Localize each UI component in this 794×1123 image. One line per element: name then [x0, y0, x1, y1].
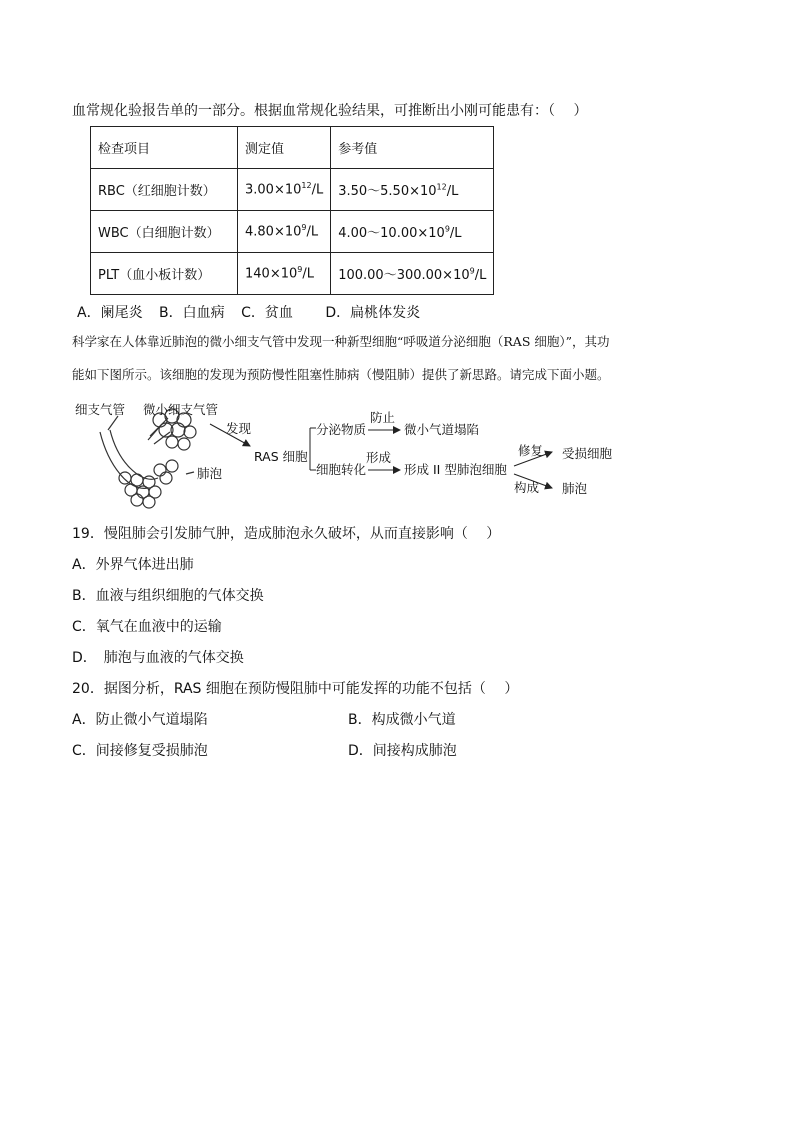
q20-option-d[interactable]: D．间接构成肺泡	[348, 743, 457, 759]
q20-option-a[interactable]: A．防止微小气道塌陷	[72, 712, 208, 728]
ras-cell-diagram	[0, 0, 794, 520]
row-item: RBC（红细胞计数）	[91, 169, 238, 211]
label-small-bronchiole: 微小细支气管	[143, 402, 219, 417]
label-bronchiole: 细支气管	[75, 402, 126, 417]
q20-stem: 20．据图分析，RAS 细胞在预防慢阻肺中可能发挥的功能不包括（ ）	[72, 681, 519, 697]
row-item: PLT（血小板计数）	[91, 253, 238, 295]
result-collapse: 微小气道塌陷	[404, 422, 480, 437]
q18-option-a[interactable]: A．阑尾炎	[77, 305, 143, 321]
passage-line-1: 科学家在人体靠近肺泡的微小细支气管中发现一种新型细胞“呼吸道分泌细胞（RAS 细胞）”，其功	[72, 334, 610, 349]
q19-option-c[interactable]: C．氧气在血液中的运输	[72, 619, 222, 635]
branch-secrete: 分泌物质	[316, 422, 367, 437]
target-damaged-cell: 受损细胞	[562, 446, 613, 461]
header-measured: 测定值	[238, 127, 331, 169]
q20-option-b[interactable]: B．构成微小气道	[348, 712, 456, 728]
label-compose: 构成	[514, 480, 540, 495]
label-repair: 修复	[518, 443, 544, 458]
label-discover: 发现	[226, 421, 252, 436]
lung-illustration-icon	[100, 409, 196, 508]
q19-option-b[interactable]: B．血液与组织细胞的气体交换	[72, 588, 264, 604]
q18-option-c[interactable]: C．贫血	[241, 305, 293, 321]
q18-stem: 血常规化验报告单的一部分。根据血常规化验结果，可推断出小刚可能患有：（ ）	[72, 103, 588, 119]
q19-option-d[interactable]: D． 肺泡与血液的气体交换	[72, 650, 244, 666]
q18-option-d[interactable]: D．扁桃体发炎	[325, 305, 421, 321]
row-reference: $100.00\sim 300.00\times 10^9/L$	[331, 253, 494, 295]
ras-cell-label: RAS 细胞	[254, 449, 308, 464]
target-alveoli: 肺泡	[562, 481, 588, 496]
row-measured: $4.80\times 10^9/L$	[238, 211, 331, 253]
row-measured: $140\times 10^9/L$	[238, 253, 331, 295]
row-item: WBC（白细胞计数）	[91, 211, 238, 253]
row-reference: $4.00\sim 10.00\times 10^9/L$	[331, 211, 494, 253]
branch-transform: 细胞转化	[316, 462, 367, 477]
header-reference: 参考值	[331, 127, 494, 169]
q20-option-c[interactable]: C．间接修复受损肺泡	[72, 743, 208, 759]
label-alveoli: 肺泡	[197, 466, 223, 481]
result-type2-cell: 形成 II 型肺泡细胞	[404, 462, 507, 477]
q18-option-b[interactable]: B．白血病	[159, 305, 225, 321]
row-reference: $3.50\sim 5.50\times 10^{12}/L$	[331, 169, 494, 211]
q19-option-a[interactable]: A．外界气体进出肺	[72, 557, 194, 573]
label-prevent: 防止	[370, 410, 396, 425]
row-measured: $3.00\times 10^{12}/L$	[238, 169, 331, 211]
passage-line-2: 能如下图所示。该细胞的发现为预防慢性阻塞性肺病（慢阻肺）提供了新思路。请完成下面小题。	[72, 367, 610, 382]
q19-stem: 19．慢阻肺会引发肺气肿，造成肺泡永久破坏，从而直接影响（ ）	[72, 526, 501, 542]
header-item: 检查项目	[91, 127, 238, 169]
label-form: 形成	[366, 450, 392, 465]
